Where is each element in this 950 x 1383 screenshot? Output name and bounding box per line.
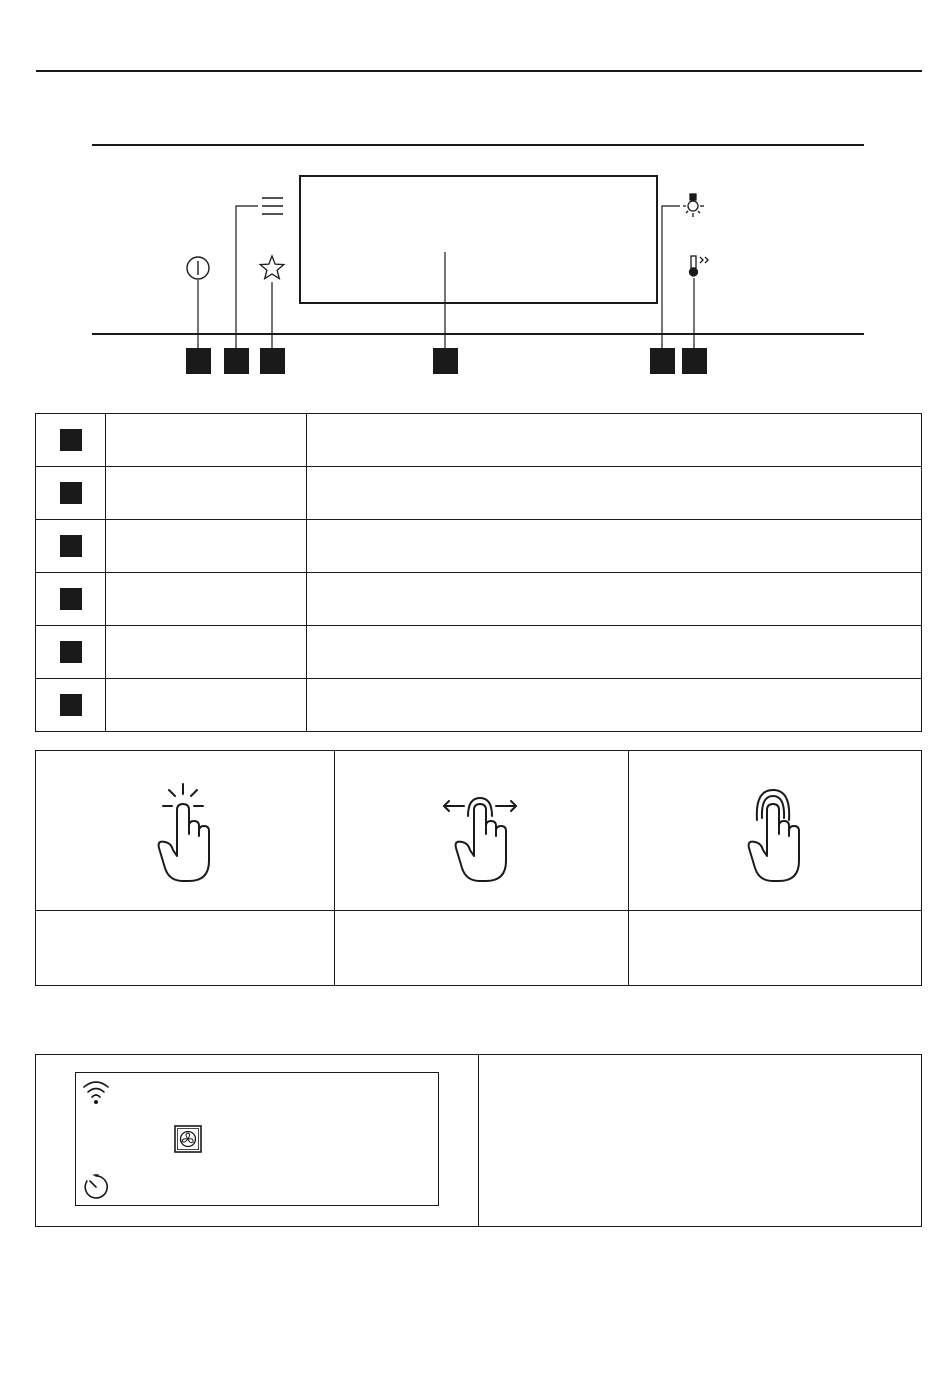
function-cell bbox=[106, 626, 307, 679]
table-row bbox=[36, 414, 922, 467]
display-frame bbox=[300, 176, 657, 303]
gesture-caption bbox=[36, 911, 335, 986]
menu-icon bbox=[262, 198, 283, 214]
function-cell bbox=[106, 467, 307, 520]
row-marker bbox=[60, 429, 82, 451]
swipe-gesture-icon bbox=[442, 776, 522, 886]
core-temperature-sensor-icon bbox=[690, 256, 709, 276]
gesture-cell bbox=[629, 751, 922, 911]
table-row bbox=[36, 573, 922, 626]
fan-heating-icon bbox=[174, 1125, 202, 1153]
row-marker bbox=[60, 482, 82, 504]
gesture-caption bbox=[629, 911, 922, 986]
table-row bbox=[36, 626, 922, 679]
favourite-star-icon bbox=[260, 256, 284, 279]
callout-marker bbox=[433, 348, 458, 374]
table-row bbox=[36, 679, 922, 732]
function-cell bbox=[106, 520, 307, 573]
callout-marker bbox=[260, 348, 285, 374]
light-icon bbox=[683, 194, 704, 217]
table-row bbox=[36, 467, 922, 520]
function-cell bbox=[106, 573, 307, 626]
description-cell bbox=[307, 626, 922, 679]
table-row bbox=[36, 520, 922, 573]
description-cell bbox=[307, 520, 922, 573]
display-screen bbox=[75, 1072, 439, 1206]
gesture-caption bbox=[335, 911, 629, 986]
description-cell bbox=[307, 573, 922, 626]
gesture-cell bbox=[335, 751, 629, 911]
gestures-table bbox=[35, 750, 922, 986]
row-marker bbox=[60, 694, 82, 716]
display-example-cell bbox=[36, 1055, 479, 1227]
tap-gesture-icon bbox=[145, 776, 225, 886]
power-icon bbox=[187, 257, 209, 279]
callout-marker bbox=[682, 348, 707, 374]
display-example-description bbox=[479, 1055, 922, 1227]
gesture-icons-row bbox=[36, 751, 922, 911]
gesture-captions-row bbox=[36, 911, 922, 986]
callout-marker bbox=[650, 348, 675, 374]
wifi-icon bbox=[82, 1079, 110, 1105]
row-marker bbox=[60, 535, 82, 557]
callout-marker bbox=[186, 348, 211, 374]
gesture-cell bbox=[36, 751, 335, 911]
row-marker bbox=[60, 641, 82, 663]
legend-table bbox=[35, 413, 922, 732]
row-marker bbox=[60, 588, 82, 610]
description-cell bbox=[307, 679, 922, 732]
table-row bbox=[36, 1055, 922, 1227]
function-cell bbox=[106, 679, 307, 732]
control-panel-diagram bbox=[0, 0, 950, 390]
description-cell bbox=[307, 414, 922, 467]
press-hold-gesture-icon bbox=[735, 776, 815, 886]
timer-icon bbox=[82, 1173, 110, 1201]
description-cell bbox=[307, 467, 922, 520]
callout-marker bbox=[224, 348, 249, 374]
display-example-table bbox=[35, 1054, 922, 1227]
function-cell bbox=[106, 414, 307, 467]
